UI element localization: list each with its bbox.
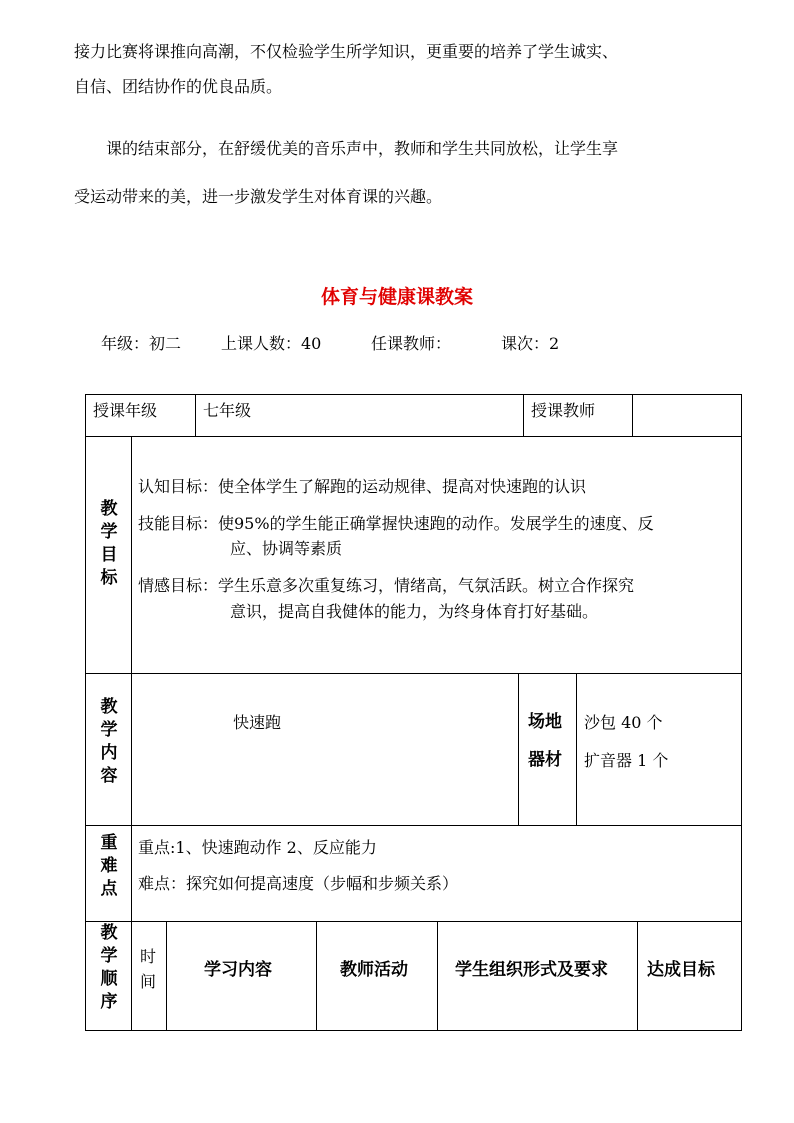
content-value: 快速跑 bbox=[233, 713, 282, 732]
content-header bbox=[87, 696, 131, 788]
emotion-goal-cont: 意识，提高自我健体的能力，为终身体育打好基础。 bbox=[230, 602, 599, 621]
table-border bbox=[85, 673, 742, 674]
header-char: 教 bbox=[100, 923, 118, 943]
column-teacher-activity: 教师活动 bbox=[340, 960, 408, 980]
venue-label: 场地 bbox=[528, 712, 562, 732]
grade-label: 授课年级 bbox=[93, 401, 158, 420]
header-char: 顺 bbox=[100, 969, 118, 989]
paragraph-line: 自信、团结协作的优良品质。 bbox=[74, 77, 283, 96]
table-border bbox=[166, 921, 167, 1031]
table-border bbox=[632, 394, 633, 436]
table-border bbox=[85, 825, 742, 826]
header-char: 标 bbox=[100, 568, 118, 588]
meta-student-count: 上课人数：40 bbox=[221, 334, 322, 353]
key-points-header bbox=[87, 832, 131, 901]
header-char: 重 bbox=[100, 833, 118, 853]
skill-goal: 技能目标：使95%的学生能正确掌握快速跑的动作。发展学生的速度、反 bbox=[138, 514, 654, 533]
table-border bbox=[437, 921, 438, 1031]
goals-header bbox=[87, 498, 131, 590]
table-border bbox=[195, 394, 196, 436]
paragraph-line: 受运动带来的美，进一步激发学生对体育课的兴趣。 bbox=[74, 187, 443, 206]
difficulty-point: 难点：探究如何提高速度（步幅和步频关系） bbox=[138, 874, 459, 893]
table-border bbox=[85, 1030, 742, 1031]
header-char: 点 bbox=[100, 879, 118, 899]
venue-item: 沙包 40 个 bbox=[584, 713, 663, 732]
table-border bbox=[316, 921, 317, 1031]
key-point: 重点:1、快速跑动作 2、反应能力 bbox=[138, 838, 377, 857]
table-border bbox=[85, 394, 86, 1031]
column-student-organization: 学生组织形式及要求 bbox=[455, 960, 608, 980]
table-border bbox=[637, 921, 638, 1031]
table-border bbox=[518, 673, 519, 825]
cognitive-goal: 认知目标：使全体学生了解跑的运动规律、提高对快速跑的认识 bbox=[138, 477, 587, 496]
header-char: 学 bbox=[100, 946, 118, 966]
table-border bbox=[576, 673, 577, 825]
grade-value: 七年级 bbox=[203, 401, 252, 420]
meta-grade: 年级：初二 bbox=[101, 334, 182, 353]
column-target: 达成目标 bbox=[647, 960, 715, 980]
header-char: 内 bbox=[100, 743, 118, 763]
table-border bbox=[131, 436, 132, 1031]
header-char: 序 bbox=[100, 992, 118, 1012]
header-char: 教 bbox=[100, 499, 118, 519]
header-char: 学 bbox=[100, 522, 118, 542]
table-border bbox=[741, 394, 742, 1031]
paragraph-line: 课的结束部分，在舒缓优美的音乐声中，教师和学生共同放松，让学生享 bbox=[106, 139, 619, 158]
column-learning-content: 学习内容 bbox=[204, 960, 272, 980]
header-char: 容 bbox=[100, 766, 118, 786]
paragraph-line: 接力比赛将课推向高潮，不仅检验学生所学知识，更重要的培养了学生诚实、 bbox=[74, 42, 619, 61]
table-border bbox=[85, 921, 742, 922]
time-header: 时 bbox=[140, 947, 157, 966]
meta-lesson-number: 课次：2 bbox=[501, 334, 560, 353]
emotion-goal: 情感目标：学生乐意多次重复练习，情绪高，气氛活跃。树立合作探究 bbox=[138, 576, 635, 595]
page-title: 体育与健康课教案 bbox=[320, 286, 473, 308]
sequence-header bbox=[87, 922, 131, 1014]
header-char: 教 bbox=[100, 697, 118, 717]
equipment-item: 扩音器 1 个 bbox=[584, 751, 669, 770]
equipment-label: 器材 bbox=[528, 750, 562, 770]
skill-goal-cont: 应、协调等素质 bbox=[230, 539, 343, 558]
time-header-cont: 间 bbox=[140, 972, 157, 991]
header-char: 难 bbox=[100, 856, 118, 876]
teacher-label: 授课教师 bbox=[531, 401, 596, 420]
header-char: 学 bbox=[100, 720, 118, 740]
table-border bbox=[85, 394, 742, 395]
header-char: 目 bbox=[100, 545, 118, 565]
table-border bbox=[523, 394, 524, 436]
table-border bbox=[85, 436, 742, 437]
meta-teacher: 任课教师： bbox=[371, 334, 452, 353]
